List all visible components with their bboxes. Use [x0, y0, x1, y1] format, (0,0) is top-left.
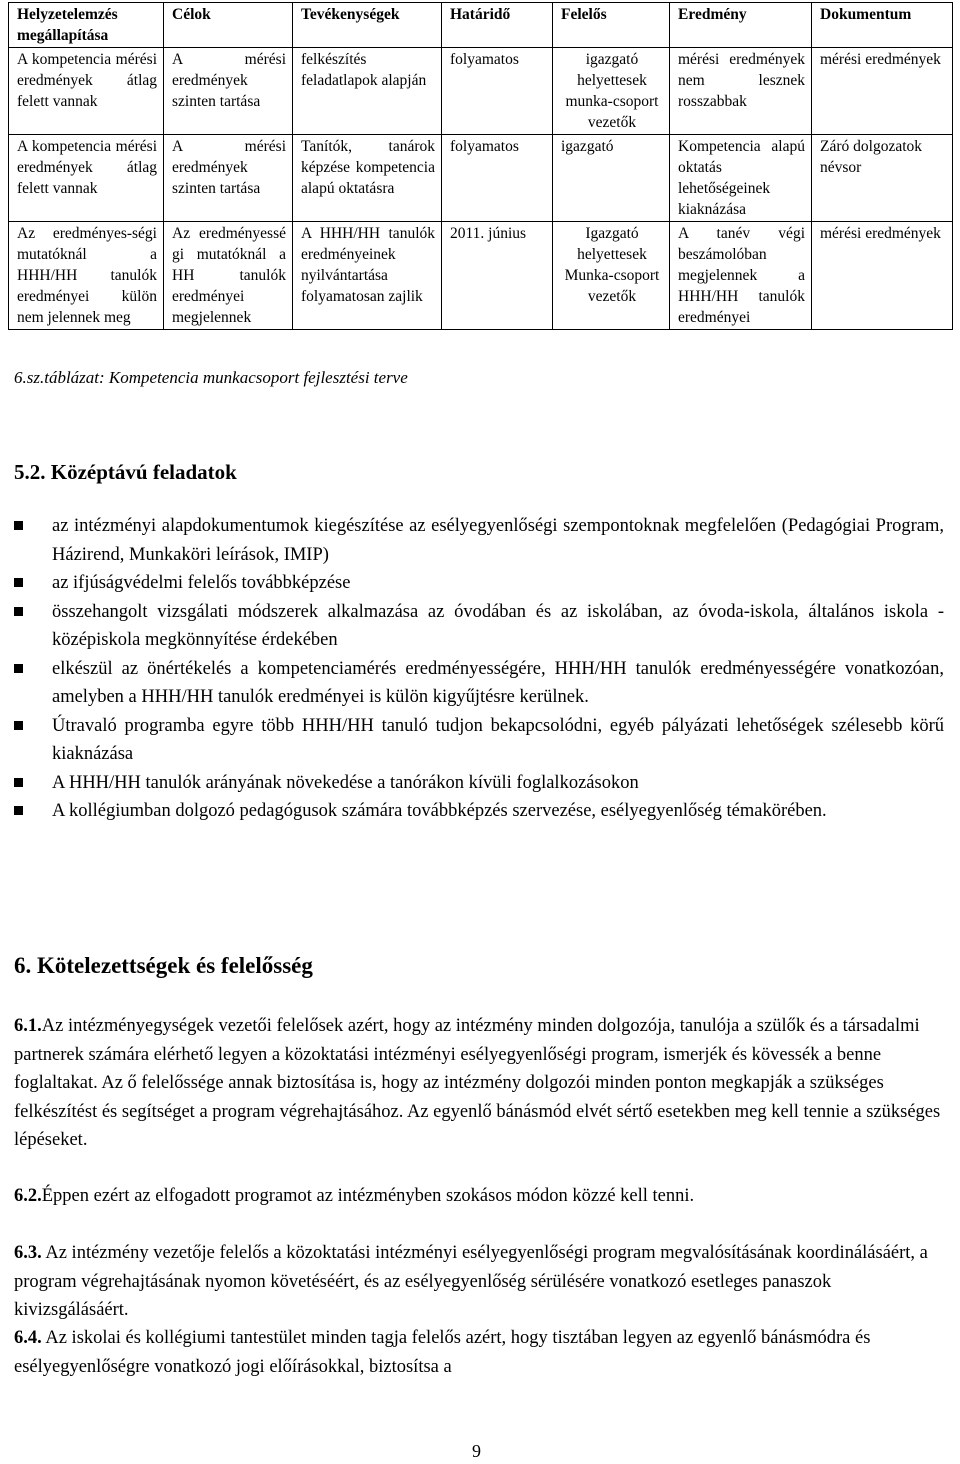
table-cell: A mérési eredmények szinten tartása: [164, 135, 293, 222]
paragraph: [14, 1239, 944, 1325]
table-cell: Záró dolgozatok névsor: [812, 135, 953, 222]
list-item: [14, 769, 944, 798]
table-cell: igazgató: [553, 135, 670, 222]
table-cell: A kompetencia mérési eredmények átlag felett vannak: [9, 135, 164, 222]
table-cell: mérési eredmények: [812, 222, 953, 330]
table-row: [9, 135, 953, 222]
section-heading: 5.2. Középtávú feladatok: [14, 460, 237, 484]
table-cell: Az eredményes-ségi mutatóknál a HHH/HH tanulók eredményei külön nem jelennek meg: [9, 222, 164, 330]
list-item: [14, 655, 944, 712]
table-cell: A tanév végi beszámolóban megjelennek a HHH/HH tanulók eredményei: [670, 222, 812, 330]
table-cell: igazgató helyettesek munka-csoport vezetők: [553, 48, 670, 135]
list-item-text: elkészül az önértékelés a kompetenciamérés eredményességére, HHH/HH tanulók eredményességére vonatkozóan, amelyben a HHH/HH tanulók eredményei is külön kigyűjtésre kerülnek.: [52, 658, 944, 707]
paragraph: [14, 1324, 944, 1381]
list-item-text: A HHH/HH tanulók arányának növekedése a tanórákon kívüli foglalkozásokon: [52, 772, 639, 793]
table-cell: A HHH/HH tanulók eredményeinek nyilvántartása folyamatosan zajlik: [293, 222, 442, 330]
paragraph-text: Az iskolai és kollégiumi tantestület minden tagja felelős azért, hogy tisztában legyen az egyenlő bánásmódra és esélyegyenlőségre vonatkozó jogi előírásokkal, biztosítsa a: [14, 1328, 871, 1377]
list-item: [14, 797, 944, 826]
square-bullet-icon: [14, 578, 23, 587]
table-cell: folyamatos: [442, 48, 553, 135]
list-item: [14, 598, 944, 655]
list-item-text: az intézményi alapdokumentumok kiegészítése az esélyegyenlőségi szempontoknak megfelelően (Pedagógiai Program, Házirend, Munkaköri leírások, IMIP): [52, 516, 944, 565]
list-item-text: összehangolt vizsgálati módszerek alkalmazása az óvodában és az iskolában, az óvoda-iskola, általános iskola - középiskola megkönnyítése érdekében: [52, 601, 944, 650]
paragraph-number: 6.2.: [14, 1186, 42, 1206]
table-row: [9, 222, 953, 330]
list-item: [14, 569, 944, 598]
table-cell: mérési eredmények nem lesznek rosszabbak: [670, 48, 812, 135]
paragraph-number: 6.3.: [14, 1243, 42, 1263]
table-cell: Az eredményessé gi mutatóknál a HH tanulók eredményei megjelennek: [164, 222, 293, 330]
page-number: 9: [472, 1441, 481, 1461]
paragraph-text: Éppen ezért az elfogadott programot az intézményben szokásos módon közzé kell tenni.: [41, 1186, 695, 1206]
square-bullet-icon: [14, 778, 23, 787]
table-header-cell: Felelős: [553, 3, 670, 48]
table-cell: A mérési eredmények szinten tartása: [164, 48, 293, 135]
list-item: [14, 512, 944, 569]
table-header-cell: Dokumentum: [812, 3, 953, 48]
table-header-cell: Határidő: [442, 3, 553, 48]
chapter-heading: 6. Kötelezettségek és felelősség: [14, 953, 313, 978]
list-item-text: az ifjúságvédelmi felelős továbbképzése: [52, 573, 351, 593]
table-header-row: [9, 3, 953, 48]
table-cell: Tanítók, tanárok képzése kompetencia alapú oktatásra: [293, 135, 442, 222]
table-cell: folyamatos: [442, 135, 553, 222]
table-header-cell: Tevékenységek: [293, 3, 442, 48]
paragraph-text: Az intézmény vezetője felelős a közoktatási intézményi esélyegyenlőségi program megvalósításának koordinálásáért, a program végrehajtásának nyomon követéséért, és az esélyegyenlőség sérülésére vonatkozó esetleges panaszok kivizsgálásáért.: [14, 1243, 928, 1320]
table-cell: 2011. június: [442, 222, 553, 330]
square-bullet-icon: [14, 664, 23, 673]
paragraph-number: 6.1.: [14, 1016, 42, 1036]
list-item: [14, 712, 944, 769]
paragraph-number: 6.4.: [14, 1328, 42, 1348]
task-list: [14, 512, 944, 826]
square-bullet-icon: [14, 806, 23, 815]
table-header-cell: Eredmény: [670, 3, 812, 48]
list-item-text: A kollégiumban dolgozó pedagógusok számára továbbképzés szervezése, esélyegyenlőség témakörében.: [52, 801, 827, 821]
table-header-cell: Helyzetelemzés megállapítása: [9, 3, 164, 48]
development-plan-table: [8, 2, 953, 330]
square-bullet-icon: [14, 721, 23, 730]
paragraph-text: Az intézményegységek vezetői felelősek azért, hogy az intézmény minden dolgozója, tanulója a szülők és a társadalmi partnerek számára elérhető legyen a közoktatási intézményi esélyegyenlőségi program, ismerjék és kövessék a benne foglaltakat. Az ő felelőssége annak biztosítása is, hogy az intézmény dolgozói minden ponton megkapják a szükséges felkészítést és segítséget a program végrehajtásához. Az egyenlő bánásmód elvét sértő esetekben meg kell tennie a szükséges lépéseket.: [14, 1016, 941, 1150]
table-cell: Igazgató helyettesek Munka-csoport vezetők: [553, 222, 670, 330]
paragraph: [14, 1182, 944, 1211]
table-cell: A kompetencia mérési eredmények átlag felett vannak: [9, 48, 164, 135]
table-row: [9, 48, 953, 135]
table-header-cell: Célok: [164, 3, 293, 48]
square-bullet-icon: [14, 521, 23, 530]
table-caption: 6.sz.táblázat: Kompetencia munkacsoport fejlesztési terve: [14, 368, 408, 387]
table-cell: Kompetencia alapú oktatás lehetőségeinek kiaknázása: [670, 135, 812, 222]
list-item-text: Útravaló programba egyre több HHH/HH tanuló tudjon bekapcsolódni, egyéb pályázati lehetőségek szélesebb körű kiaknázása: [52, 715, 944, 764]
paragraph: [14, 1012, 944, 1155]
square-bullet-icon: [14, 607, 23, 616]
table-cell: mérési eredmények: [812, 48, 953, 135]
table-cell: felkészítés feladatlapok alapján: [293, 48, 442, 135]
